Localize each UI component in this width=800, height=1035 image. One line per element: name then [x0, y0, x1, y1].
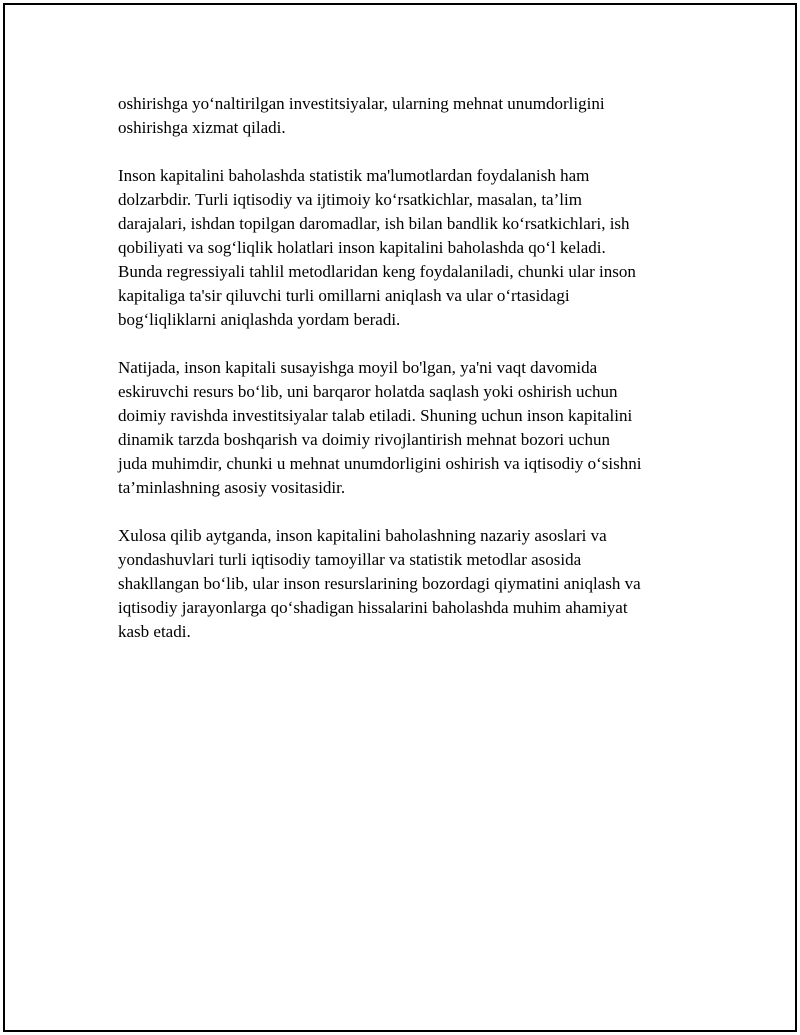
text-line: dinamik tarzda boshqarish va doimiy rivojlantirish mehnat bozori uchun [118, 430, 610, 449]
text-line: kapitaliga ta'sir qiluvchi turli omillarni aniqlash va ular o‘rtasidagi [118, 286, 570, 305]
text-line: doimiy ravishda investitsiyalar talab etiladi. Shuning uchun inson kapitalini [118, 406, 633, 425]
text-line: oshirishga xizmat qiladi. [118, 118, 286, 137]
paragraph-2 [118, 164, 698, 332]
text-line: Xulosa qilib aytganda, inson kapitalini baholashning nazariy asoslari va [118, 526, 607, 545]
text-line: Natijada, inson kapitali susayishga moyil bo'lgan, ya'ni vaqt davomida [118, 358, 598, 377]
text-line: yondashuvlari turli iqtisodiy tamoyillar va statistik metodlar asosida [118, 550, 582, 569]
text-line: juda muhimdir, chunki u mehnat unumdorligini oshirish va iqtisodiy o‘sishni [118, 454, 642, 473]
paragraph-4 [118, 524, 698, 644]
text-line: Inson kapitalini baholashda statistik ma'lumotlardan foydalanish ham [118, 166, 590, 185]
paragraph-1 [118, 92, 698, 140]
text-line: oshirishga yo‘naltirilgan investitsiyalar, ularning mehnat unumdorligini [118, 94, 605, 113]
document-body [118, 92, 698, 668]
text-line: eskiruvchi resurs bo‘lib, uni barqaror holatda saqlash yoki oshirish uchun [118, 382, 618, 401]
text-line: Bunda regressiyali tahlil metodlaridan keng foydalaniladi, chunki ular inson [118, 262, 636, 281]
text-line: iqtisodiy jarayonlarga qo‘shadigan hissalarini baholashda muhim ahamiyat [118, 598, 628, 617]
text-line: darajalari, ishdan topilgan daromadlar, ish bilan bandlik ko‘rsatkichlari, ish [118, 214, 630, 233]
text-line: qobiliyati va sog‘liqlik holatlari inson kapitalini baholashda qo‘l keladi. [118, 238, 606, 257]
text-line: dolzarbdir. Turli iqtisodiy va ijtimoiy ko‘rsatkichlar, masalan, ta’lim [118, 190, 582, 209]
text-line: kasb etadi. [118, 622, 191, 641]
text-line: ta’minlashning asosiy vositasidir. [118, 478, 346, 497]
text-line: bog‘liqliklarni aniqlashda yordam beradi. [118, 310, 401, 329]
text-line: shakllangan bo‘lib, ular inson resurslarining bozordagi qiymatini aniqlash va [118, 574, 641, 593]
paragraph-3 [118, 356, 698, 500]
